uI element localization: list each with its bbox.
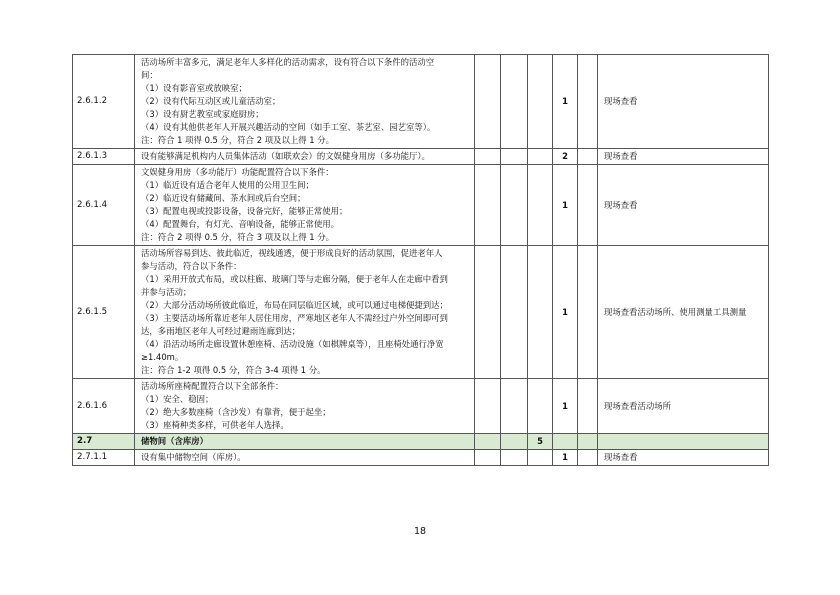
description-line: 注：符合 2 项得 0.5 分，符合 3 项及以上得 1 分。	[141, 232, 334, 242]
item-id: 2.6.1.6	[73, 379, 135, 434]
empty-cell	[553, 434, 578, 450]
item-description	[135, 165, 475, 246]
table-row	[73, 450, 769, 466]
description-line: （2）大部分活动场所彼此临近，布局在同层临近区域，或可以通过电梯便捷到达；	[141, 300, 448, 310]
description-line: 注：符合 1-2 项得 0.5 分，符合 3-4 项得 1 分。	[141, 365, 326, 375]
empty-cell	[528, 246, 553, 379]
item-id: 2.6.1.4	[73, 165, 135, 246]
empty-cell	[578, 165, 598, 246]
table-row	[73, 55, 769, 149]
table-row	[73, 379, 769, 434]
description-line: 并参与活动；	[141, 287, 192, 297]
empty-cell	[578, 55, 598, 149]
table-row	[73, 165, 769, 246]
description-line: （3）配置电视或投影设备，设备完好，能够正常使用；	[141, 206, 348, 216]
empty-cell	[475, 165, 501, 246]
empty-cell	[501, 55, 528, 149]
description-line: 活动场所丰富多元，满足老年人多样化的活动需求，设有符合以下条件的活动空	[141, 57, 435, 67]
description-line: （3）设有厨艺教室或家庭厨房；	[141, 109, 264, 119]
description-line: 达，多雨地区老年人可经过避雨连廊到达；	[141, 326, 301, 336]
item-score: 1	[553, 379, 578, 434]
description-line: （1）设有影音室或放映室；	[141, 83, 247, 93]
empty-cell	[578, 450, 598, 466]
item-id: 2.6.1.3	[73, 149, 135, 165]
empty-cell	[528, 450, 553, 466]
empty-cell	[475, 450, 501, 466]
empty-cell	[501, 165, 528, 246]
empty-cell	[501, 149, 528, 165]
empty-cell	[501, 246, 528, 379]
empty-cell	[578, 379, 598, 434]
empty-cell	[578, 434, 598, 450]
description-line: 活动场所容易到达、彼此临近，视线通透，便于形成良好的活动氛围，促进老年人	[141, 248, 443, 258]
page-number: 18	[413, 526, 427, 537]
item-id: 2.6.1.2	[73, 55, 135, 149]
description-line: （1）安全、稳固；	[141, 394, 214, 404]
item-score: 1	[553, 450, 578, 466]
description-line: （4）设有其他供老年人开展兴趣活动的空间（如手工室、茶艺室、园艺室等）。	[141, 122, 436, 132]
description-line: （2）设有代际互动区或儿童活动室；	[141, 96, 281, 106]
description-line: （2）绝大多数座椅（含沙发）有靠背，便于起坐；	[141, 407, 331, 417]
item-description	[135, 149, 475, 165]
empty-cell	[598, 434, 769, 450]
item-description	[135, 246, 475, 379]
section-id: 2.7	[73, 434, 135, 450]
item-id: 2.7.1.1	[73, 450, 135, 466]
item-score: 1	[553, 246, 578, 379]
empty-cell	[528, 165, 553, 246]
evaluation-method: 现场查看	[598, 149, 769, 165]
evaluation-method: 现场查看	[598, 165, 769, 246]
empty-cell	[501, 434, 528, 450]
description-line: （2）临近设有储藏间、茶水间或后台空间；	[141, 193, 306, 203]
item-score: 1	[553, 165, 578, 246]
item-description	[135, 55, 475, 149]
description-line: （3）主要活动场所靠近老年人居住用房，严寒地区老年人不需经过户外空间即可到	[141, 313, 448, 323]
description-line: 参与活动，符合以下条件：	[141, 261, 242, 271]
evaluation-method: 现场查看	[598, 450, 769, 466]
description-line: （1）采用开放式布局，或以柱廊、玻璃门等与走廊分隔，便于老年人在走廊中看到	[141, 274, 448, 284]
empty-cell	[501, 450, 528, 466]
description-line: 设有能够满足机构内人员集体活动（如联欢会）的文娱健身用房（多功能厅）。	[141, 151, 430, 161]
evaluation-method: 现场查看活动场所	[598, 379, 769, 434]
item-score: 1	[553, 55, 578, 149]
table-body	[73, 55, 769, 466]
empty-cell	[475, 379, 501, 434]
item-description	[135, 379, 475, 434]
section-row	[73, 434, 769, 450]
empty-cell	[578, 149, 598, 165]
description-line: （1）临近设有适合老年人使用的公用卫生间；	[141, 180, 314, 190]
item-score: 2	[553, 149, 578, 165]
evaluation-method: 现场查看	[598, 55, 769, 149]
item-id: 2.6.1.5	[73, 246, 135, 379]
empty-cell	[475, 55, 501, 149]
section-title: 储物间（含库房）	[135, 434, 475, 450]
description-line: 活动场所座椅配置符合以下全部条件：	[141, 381, 284, 391]
table-row	[73, 149, 769, 165]
table-row	[73, 246, 769, 379]
section-score: 5	[528, 434, 553, 450]
description-line: 间：	[141, 70, 158, 80]
empty-cell	[528, 379, 553, 434]
description-line: ≥1.40m。	[141, 352, 184, 362]
description-line: （3）座椅种类多样，可供老年人选择。	[141, 420, 289, 430]
empty-cell	[475, 246, 501, 379]
empty-cell	[528, 55, 553, 149]
empty-cell	[475, 149, 501, 165]
description-line: 文娱健身用房（多功能厅）功能配置符合以下条件：	[141, 167, 334, 177]
empty-cell	[578, 246, 598, 379]
evaluation-table	[72, 54, 769, 466]
empty-cell	[528, 149, 553, 165]
empty-cell	[475, 434, 501, 450]
item-description: 设有集中储物空间（库房）。	[135, 450, 475, 466]
description-line: （4）沿活动场所走廊设置休憩座椅、活动设施（如棋牌桌等），且座椅处通行净宽	[141, 339, 444, 349]
description-line: 注：符合 1 项得 0.5 分，符合 2 项及以上得 1 分。	[141, 135, 334, 145]
description-line: （4）配置舞台，有灯光、音响设备，能够正常使用。	[141, 219, 339, 229]
empty-cell	[501, 379, 528, 434]
evaluation-method: 现场查看活动场所、使用测量工具测量	[598, 246, 769, 379]
